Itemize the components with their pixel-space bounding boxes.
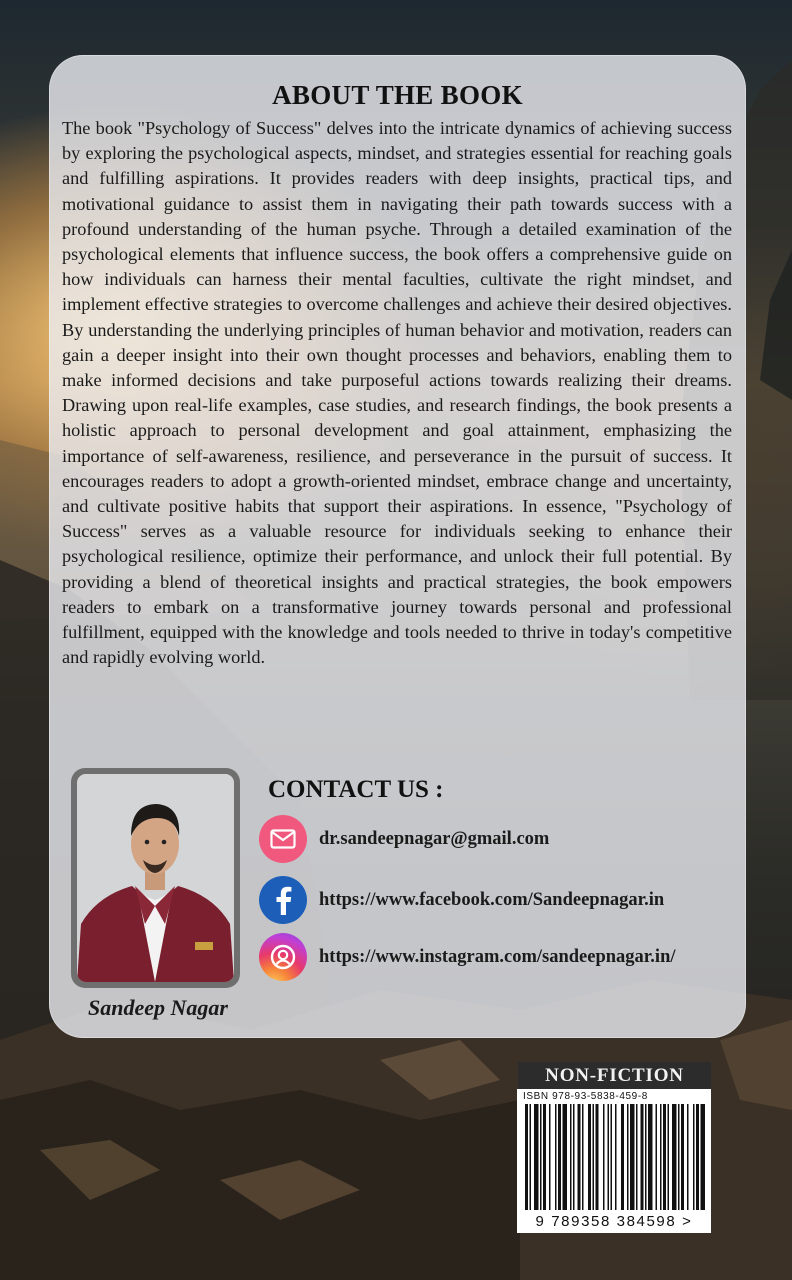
contact-title: CONTACT US : xyxy=(268,776,444,803)
facebook-link[interactable]: https://www.facebook.com/Sandeepnagar.in xyxy=(319,889,665,910)
barcode-bar xyxy=(645,1104,647,1210)
isbn-number: 9 789358 384598 > xyxy=(535,1213,693,1230)
barcode-bar xyxy=(549,1104,551,1210)
barcode-bar xyxy=(621,1104,624,1210)
about-panel xyxy=(49,55,746,1038)
email-icon xyxy=(259,815,307,863)
barcode-bar xyxy=(672,1104,677,1210)
barcode-bar xyxy=(627,1104,629,1210)
barcode-bar xyxy=(668,1104,670,1210)
barcode-bar xyxy=(525,1104,528,1210)
barcode-bar xyxy=(678,1104,680,1210)
barcode-bar xyxy=(648,1104,653,1210)
barcode-bar xyxy=(555,1104,557,1210)
barcode-bar xyxy=(636,1104,638,1210)
facebook-icon xyxy=(259,876,307,924)
barcode-bar xyxy=(660,1104,662,1210)
barcode-bar xyxy=(656,1104,658,1210)
barcode-bar xyxy=(663,1104,666,1210)
barcode-bar xyxy=(641,1104,644,1210)
author-photo xyxy=(77,774,234,982)
author-photo-frame xyxy=(71,768,240,988)
barcode-bar xyxy=(530,1104,532,1210)
barcode-bar xyxy=(693,1104,695,1210)
barcode-bars xyxy=(523,1104,705,1212)
barcode-bar xyxy=(540,1104,542,1210)
instagram-icon xyxy=(259,933,307,981)
barcode-bar xyxy=(578,1104,581,1210)
about-title: ABOUT THE BOOK xyxy=(272,80,523,110)
barcode-bar xyxy=(588,1104,591,1210)
category-label: NON-FICTION xyxy=(518,1062,711,1090)
about-description: The book "Psychology of Success" delves into the intricate dynamics of achieving success by exploring the psychological aspects, mindset, and strategies essential for reaching goals and fulfilling aspirations. It provides readers with deep insights, practical tips, and motivational guidance to assist them in navigating their path towards success with a profound understanding of the human psyche. Through a detailed examination of the psychological elements that influence success, the book offers a comprehensive guide on how individuals can harness their mental faculties, cultivate the right mindset, and implement effective strategies to overcome challenges and achieve their desired objectives. By understanding the underlying principles of human behavior and motivation, readers can gain a deeper insight into their own thought processes and behaviors, enabling them to make informed decisions and take purposeful actions towards realizing their dreams. Drawing upon real-life examples, case studies, and research findings, the book presents a holistic approach to personal development and goal attainment, emphasizing the importance of self-awareness, resilience, and perseverance in the pursuit of success. It encourages readers to adopt a growth-oriented mindset, embrace change and uncertainty, and cultivate positive habits that support their aspirations. In essence, "Psychology of Success" serves as a valuable resource for individuals seeking to enhance their psychological resilience, optimize their performance, and unlock their full potential. By providing a blend of theoretical insights and practical strategies, the book empowers readers to embark on a transformative journey towards personal and professional fulfillment, equipped with the knowledge and tools needed to thrive in today's competitive and rapidly evolving world. xyxy=(62,118,732,668)
instagram-link[interactable]: https://www.instagram.com/sandeepnagar.in/ xyxy=(319,946,676,967)
author-name: Sandeep Nagar xyxy=(88,995,228,1020)
contact-instagram[interactable] xyxy=(259,933,676,981)
email-text[interactable]: dr.sandeepnagar@gmail.com xyxy=(319,828,550,849)
barcode-bar xyxy=(696,1104,699,1210)
barcode-bar xyxy=(582,1104,584,1210)
barcode-bar xyxy=(608,1104,610,1210)
barcode-bar xyxy=(534,1104,539,1210)
barcode-bar xyxy=(563,1104,568,1210)
barcode-bar xyxy=(630,1104,635,1210)
barcode-bar xyxy=(687,1104,689,1210)
barcode-bar xyxy=(558,1104,561,1210)
contact-facebook[interactable] xyxy=(259,876,664,924)
isbn-label: ISBN 978-93-5838-459-8 xyxy=(523,1091,648,1102)
barcode-bar xyxy=(603,1104,605,1210)
barcode-bar xyxy=(596,1104,599,1210)
barcode-bar xyxy=(570,1104,572,1210)
barcode-bar xyxy=(615,1104,617,1210)
barcode-bar xyxy=(701,1104,706,1210)
contact-email[interactable] xyxy=(259,815,549,863)
barcode xyxy=(517,1089,711,1233)
barcode-bar xyxy=(611,1104,613,1210)
barcode-bar xyxy=(543,1104,546,1210)
barcode-bar xyxy=(573,1104,575,1210)
barcode-bar xyxy=(681,1104,684,1210)
barcode-bar xyxy=(593,1104,595,1210)
